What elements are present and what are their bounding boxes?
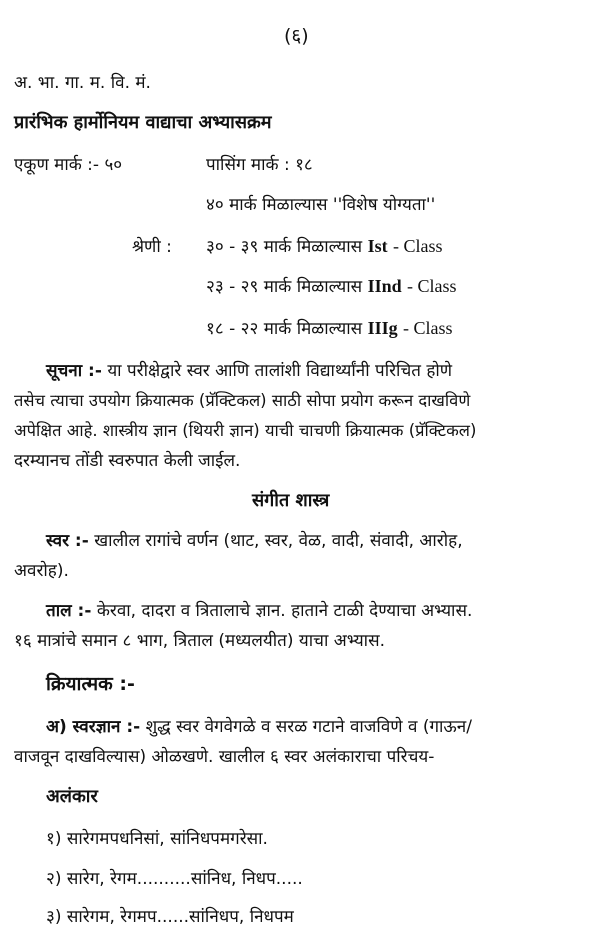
grade-class-suffix: - Class: [407, 276, 457, 296]
passing-marks: पासिंग मार्क : १८: [206, 155, 313, 175]
total-marks: एकूण मार्क :- ५०: [14, 155, 123, 175]
grade-class-name: Ist: [367, 236, 388, 256]
grade-label: श्रेणी :: [132, 237, 172, 257]
theory-heading: संगीत शास्त्र: [252, 490, 330, 511]
grade-class-name: IInd: [367, 276, 402, 296]
alankar-item: १) सारेगमपधनिसां, सांनिधपमगरेसा.: [46, 829, 268, 849]
taal-text: केरवा, दादरा व त्रितालाचे ज्ञान. हाताने टाळी देण्याचा अभ्यास.: [96, 601, 473, 621]
grade-class-name: IIIg: [367, 318, 398, 338]
swargyan-text: वाजवून दाखविल्यास) ओळखणे. खालील ६ स्वर अलंकाराचा परिचय-: [14, 747, 435, 767]
grade-range: १८ - २२ मार्क मिळाल्यास: [206, 319, 363, 339]
swargyan-label: अ) स्वरज्ञान :-: [46, 717, 141, 737]
swar-first-line: [46, 528, 463, 551]
grade-range: ३० - ३९ मार्क मिळाल्यास: [206, 237, 363, 257]
swargyan-first-line: [46, 714, 472, 737]
taal-text: १६ मात्रांचे समान ८ भाग, त्रिताल (मध्यलयीत) याचा अभ्यास.: [14, 631, 385, 651]
taal-label: ताल :-: [46, 601, 92, 621]
grade-row: [206, 316, 452, 339]
note-text: या परीक्षेद्वारे स्वर आणि तालांशी विद्यार्थ्यांनी परिचित होणे: [107, 361, 453, 381]
page-number: (६): [284, 25, 309, 47]
note-first-line: [46, 358, 452, 381]
grade-row: [206, 234, 442, 257]
alankar-item: २) सारेग, रेगम..........सांनिध, निधप.....: [46, 869, 303, 889]
alankar-item: ३) सारेगम, रेगमप......सांनिधप, निधपम: [46, 907, 294, 927]
course-title: प्रारंभिक हार्मोनियम वाद्याचा अभ्यासक्रम: [14, 112, 272, 133]
distinction-line: ४० मार्क मिळाल्यास ''विशेष योग्यता'': [206, 195, 436, 215]
note-text: अपेक्षित आहे. शास्त्रीय ज्ञान (थियरी ज्ञान) याची चाचणी क्रियात्मक (प्रॅक्टिकल): [14, 421, 477, 440]
note-text: तसेच त्याचा उपयोग क्रियात्मक (प्रॅक्टिकल) साठी सोपा प्रयोग करून दाखविणे: [14, 391, 471, 410]
grade-class-suffix: - Class: [402, 318, 453, 338]
grade-row: [206, 274, 457, 297]
swar-label: स्वर :-: [46, 531, 89, 551]
practical-heading: क्रियात्मक :-: [46, 673, 135, 695]
note-label: सूचना :-: [46, 361, 102, 381]
alankar-heading: अलंकार: [46, 786, 98, 807]
taal-first-line: [46, 598, 472, 621]
swargyan-text: शुद्ध स्वर वेगवेगळे व सरळ गटाने वाजविणे व (गाऊन/: [145, 717, 472, 737]
grade-range: २३ - २९ मार्क मिळाल्यास: [206, 277, 363, 297]
note-text: दरम्यानच तोंडी स्वरुपात केली जाईल.: [14, 451, 241, 471]
swar-text: खालील रागांचे वर्णन (थाट, स्वर, वेळ, वादी, संवादी, आरोह,: [94, 531, 463, 551]
swar-text: अवरोह).: [14, 561, 69, 581]
org-line: अ. भा. गा. म. वि. मं.: [14, 73, 151, 93]
grade-class-suffix: - Class: [392, 236, 443, 256]
